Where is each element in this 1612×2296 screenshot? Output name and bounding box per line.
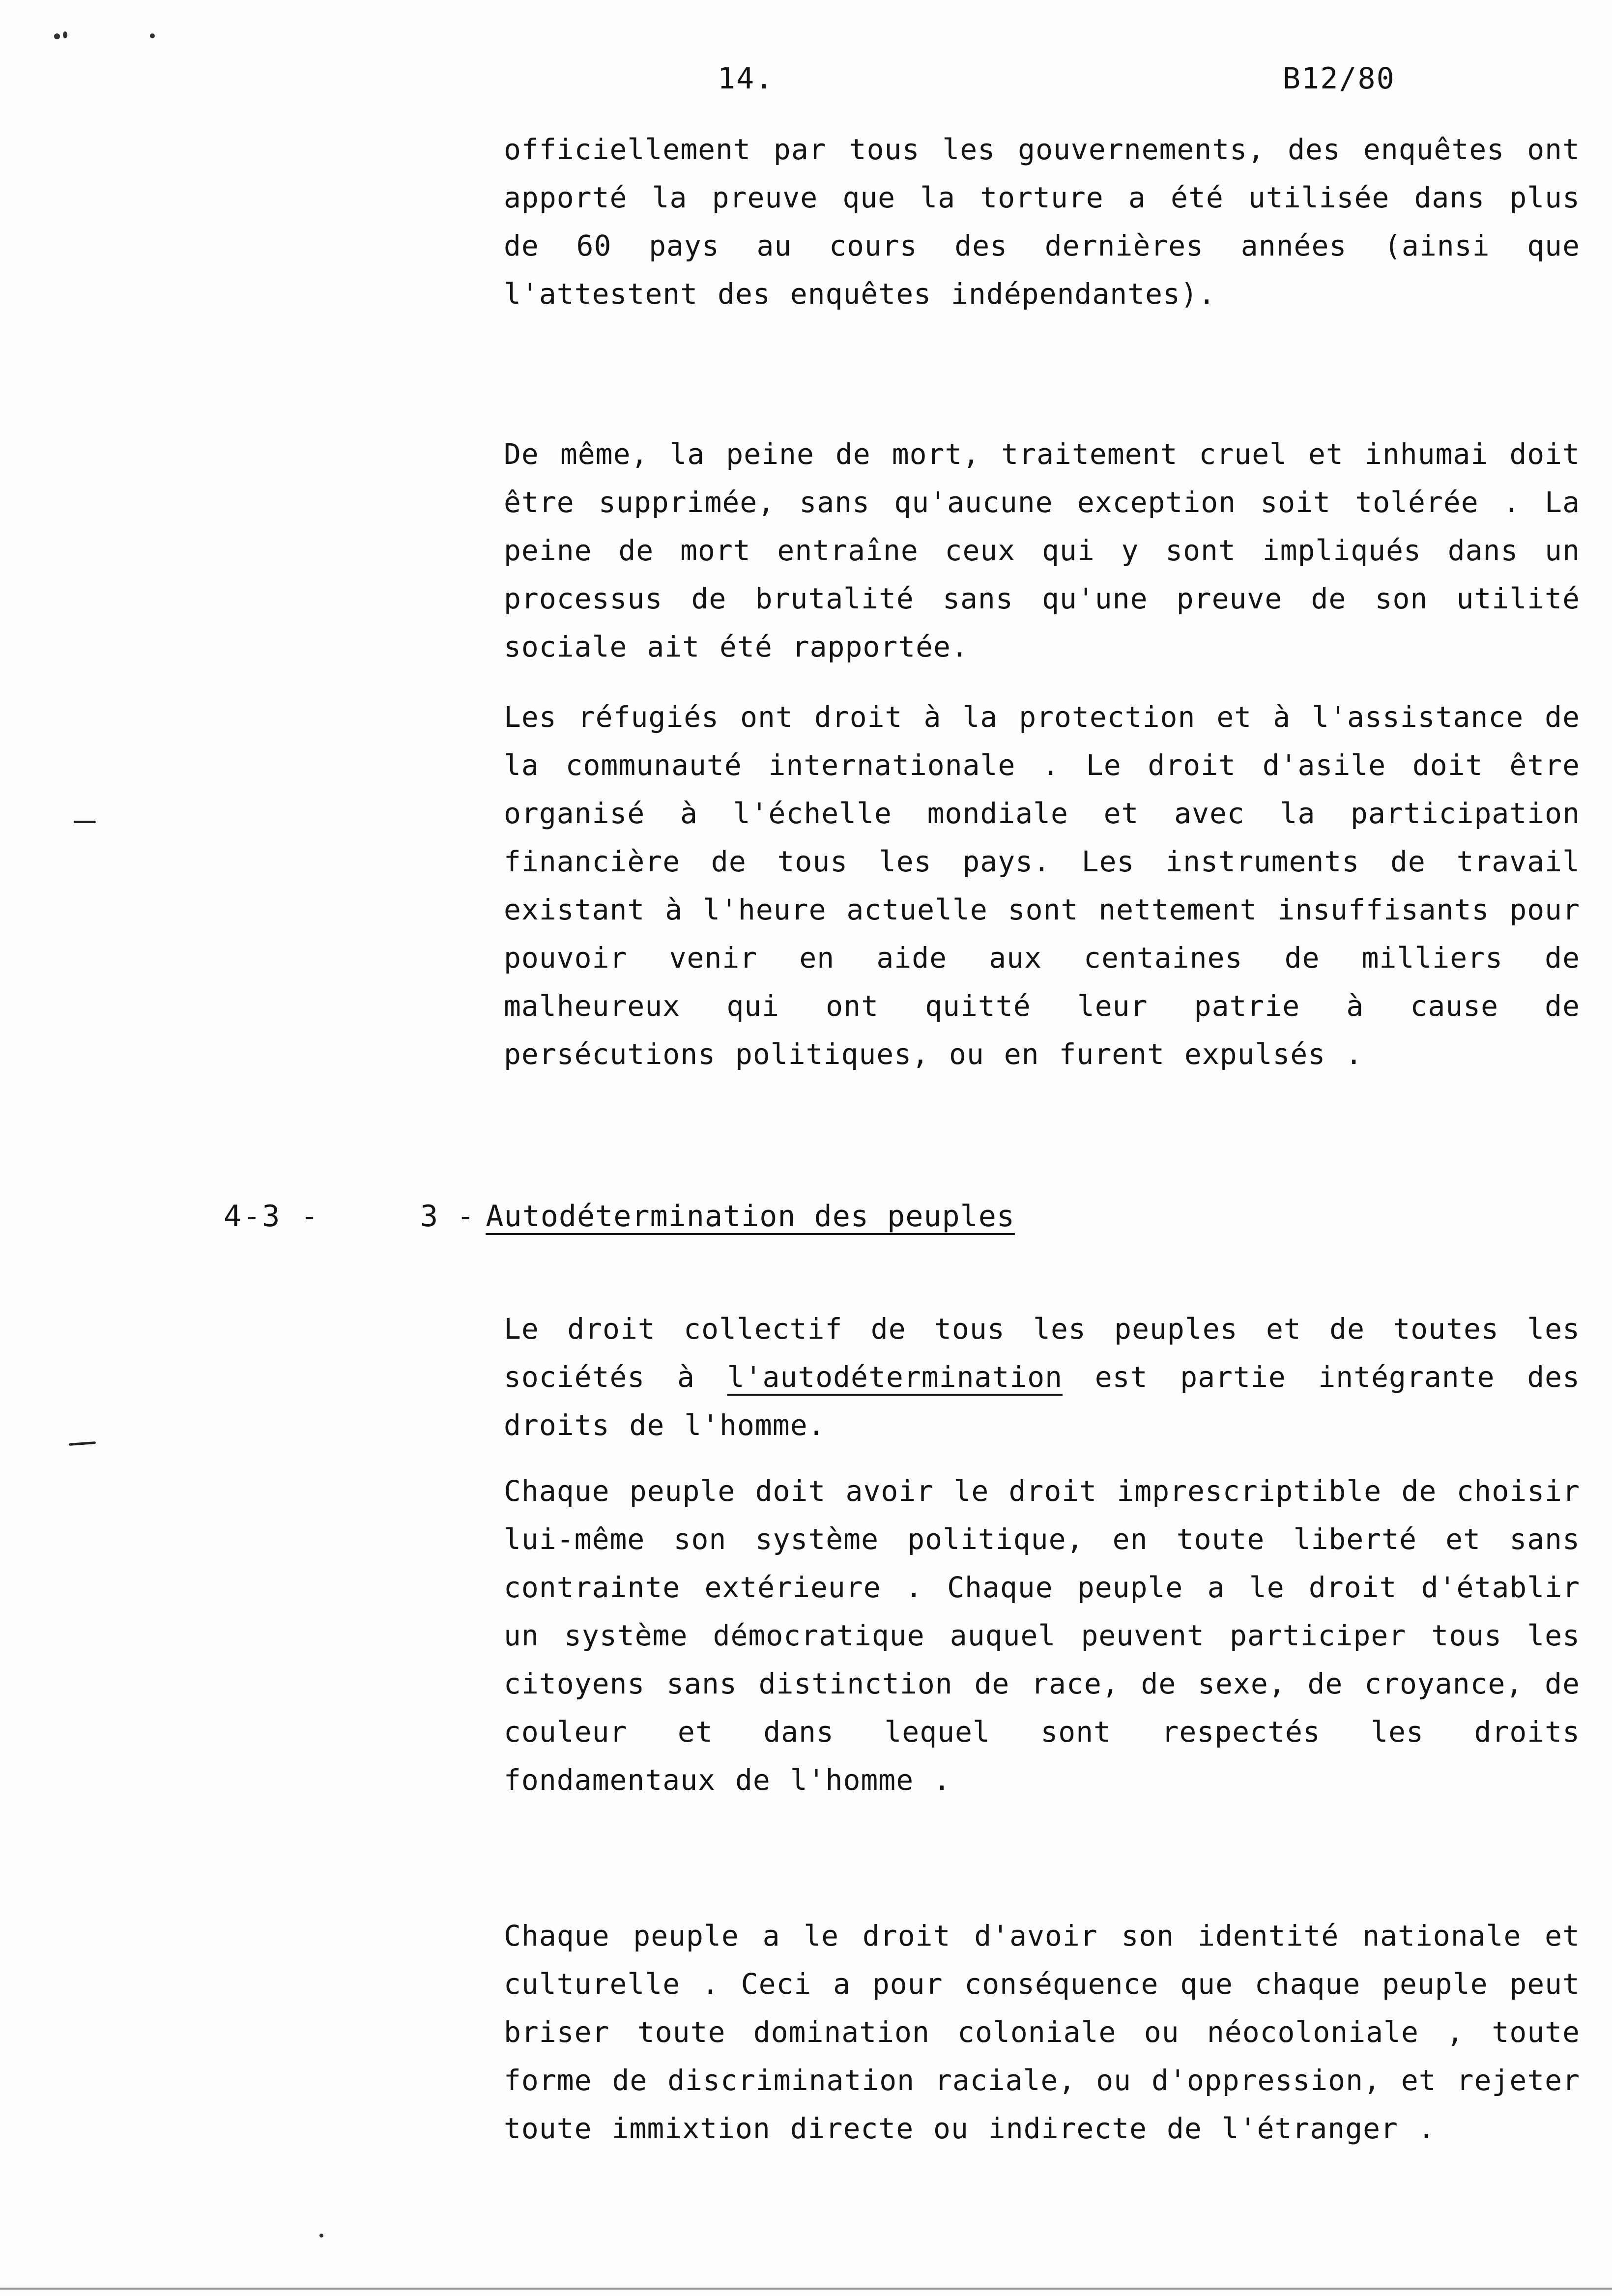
paragraph-refugees: Les réfugiés ont droit à la protection et à l'assistance de la communauté internationale . Le droit d'asile doit être organisé à l'échelle mondiale et avec la participation financière de tous les pays. Les instruments de travail existant à l'heure actuelle sont nettement insuffisants pour pouvoir venir en aide aux centaines de milliers de malheureux qui ont quitté leur patrie à cause de persécutions politiques, ou en furent expulsés . [504,700,1580,1071]
scan-speck [319,2234,323,2238]
page-number: 14. [718,61,774,96]
paragraph-political-system: Chaque peuple doit avoir le droit imprescriptible de choisir lui-même son système politique, en toute liberté et sans contrainte extérieure . Chaque peuple a le droit d'établir un système démocratique auquel peuvent participer tous les citoyens sans distinction de race, de sexe, de croyance, de couleur et dans lequel sont respectés les droits fondamentaux de l'homme . [504,1474,1580,1797]
collective-right-text: Le droit collectif de tous les peuples et de toutes les sociétés à [504,1312,1580,1394]
self-determination-term: l'autodétermination [727,1360,1063,1394]
scan-speck [63,31,67,38]
paragraph-national-identity: Chaque peuple a le droit d'avoir son identité nationale et culturelle . Ceci a pour conséquence que chaque peuple peut briser toute domination coloniale ou néocoloniale , toute forme de discrimination raciale, ou d'oppression, et rejeter toute immixtion directe ou indirecte de l'étranger . [504,1919,1580,2145]
paragraph-torture: officiellement par tous les gouvernements, des enquêtes ont apporté la preuve que la torture a été utilisée dans plus de 60 pays au cours des dernières années (ainsi que l'attestent des enquêtes indépendantes). [504,133,1580,311]
section-heading-title: Autodétermination des peuples [486,1199,1015,1234]
paragraph-death-penalty: De même, la peine de mort, traitement cruel et inhumai doit être supprimée, sans qu'aucune exception soit tolérée . La peine de mort entraîne ceux qui y sont impliqués dans un processus de brutalité sans qu'une preuve de son utilité sociale ait été rapportée. [504,437,1580,663]
scan-speck [150,33,155,38]
document-reference: B12/80 [1283,61,1395,96]
margin-mark [69,1441,96,1446]
paragraph-collective-right [504,1305,1580,1449]
collective-right-text-end: est partie intégrante des droits de l'homme. [504,1360,1580,1442]
section-heading [420,1199,1015,1234]
page-bottom-edge [0,2288,1612,2290]
section-number: 4-3 - [224,1199,320,1234]
scan-speck [54,33,60,39]
margin-mark [74,821,96,823]
section-heading-prefix: 3 - [420,1199,475,1234]
